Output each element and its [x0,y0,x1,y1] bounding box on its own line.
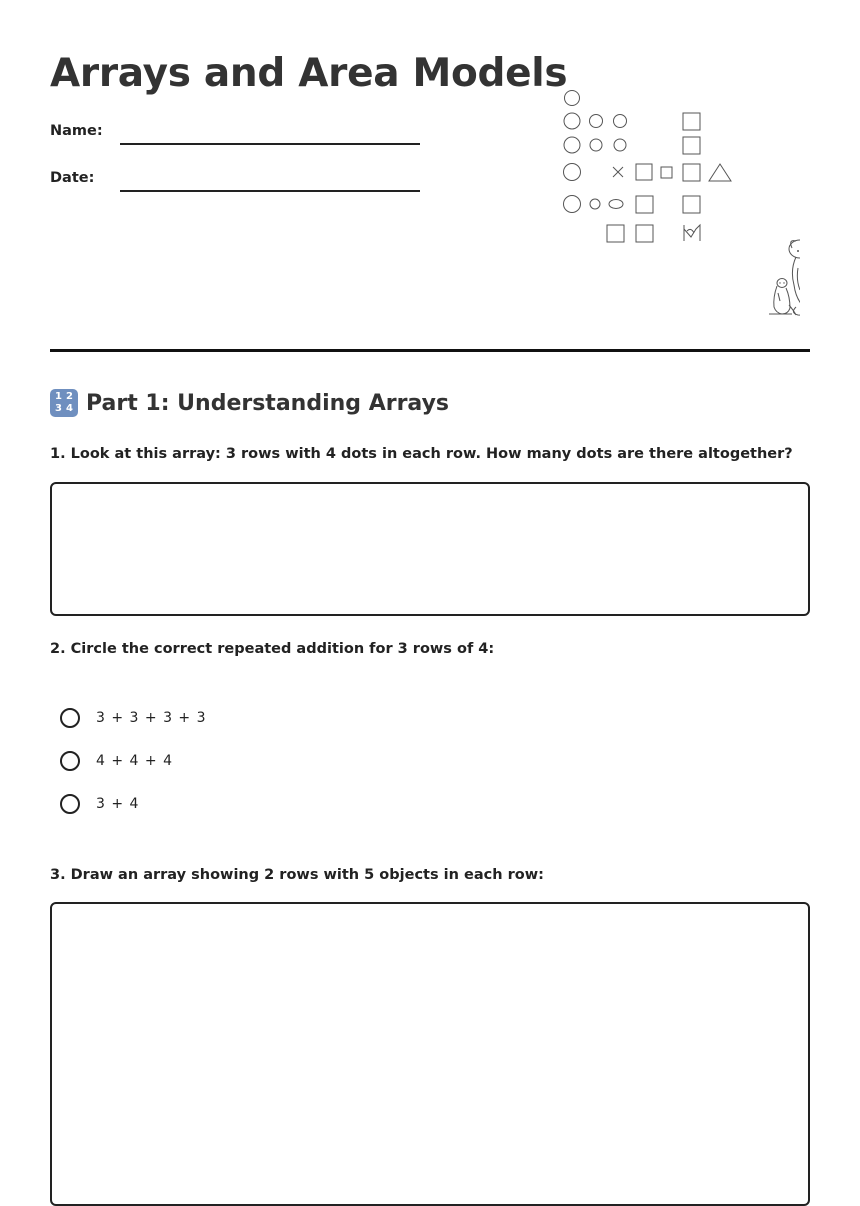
option-label: 3 + 4 [96,796,140,812]
part-1-heading-text: Part 1: Understanding Arrays [86,390,450,416]
question-1-answer-box[interactable] [50,482,810,616]
question-3-drawing-box[interactable] [50,902,810,1206]
part-1-heading [50,389,449,417]
option-circle-icon[interactable] [60,794,80,814]
shapes-and-kangaroo-clipart-icon [560,85,800,320]
worksheet-page [50,0,810,1161]
question-2-option-2[interactable] [60,748,173,774]
option-label: 4 + 4 + 4 [96,753,173,769]
name-label: Name: [50,123,103,139]
question-1: 1. Look at this array: 3 rows with 4 dots in each row. How many dots are there altogether? [50,446,793,462]
header-divider [50,349,810,352]
question-2: 2. Circle the correct repeated addition for 3 rows of 4: [50,641,495,657]
name-line[interactable] [120,143,420,145]
option-label: 3 + 3 + 3 + 3 [96,710,207,726]
date-line[interactable] [120,190,420,192]
date-label: Date: [50,170,95,186]
keycap-numbers-icon: 1 2 3 4 [50,389,78,417]
option-circle-icon[interactable] [60,751,80,771]
question-2-option-3[interactable] [60,791,139,817]
question-3: 3. Draw an array showing 2 rows with 5 objects in each row: [50,867,544,883]
question-2-option-1[interactable] [60,705,207,731]
option-circle-icon[interactable] [60,708,80,728]
worksheet-title: Arrays and Area Models [50,51,568,96]
